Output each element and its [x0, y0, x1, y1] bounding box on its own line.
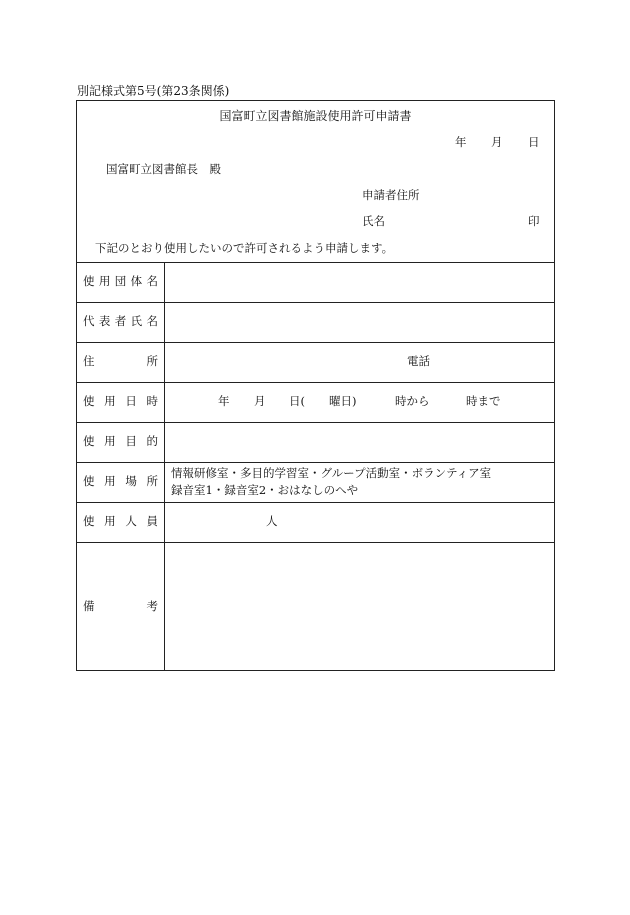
label-representative-name: 代 表 者 氏 名	[83, 314, 158, 328]
label-usage-datetime: 使 用 日 時	[83, 394, 158, 408]
datetime-year: 年	[218, 394, 230, 408]
label-usage-place: 使 用 場 所	[83, 474, 158, 488]
datetime-until: 時まで	[466, 394, 501, 408]
phone-label: 電話	[407, 354, 430, 368]
form-number: 別記様式第5号(第23条関係)	[77, 84, 230, 98]
label-remarks: 備 考	[83, 599, 158, 613]
date-month-label: 月	[491, 135, 503, 149]
date-year-label: 年	[455, 135, 467, 149]
row-divider	[77, 542, 554, 543]
place-options-line2: 録音室1・録音室2・おはなしのへや	[171, 483, 359, 497]
row-divider	[77, 462, 554, 463]
addressee: 国富町立図書館長 殿	[106, 162, 221, 176]
applicant-address-label: 申請者住所	[362, 188, 420, 202]
datetime-from: 時から	[395, 394, 430, 408]
datetime-month: 月	[254, 394, 266, 408]
application-form	[76, 100, 555, 671]
row-divider	[77, 262, 554, 263]
label-group-name: 使 用 団 体 名	[83, 274, 158, 288]
seal-label: 印	[528, 214, 540, 228]
label-usage-purpose: 使 用 目 的	[83, 434, 158, 448]
row-divider	[77, 382, 554, 383]
datetime-weekday: 曜日)	[329, 394, 357, 408]
datetime-day: 日(	[289, 394, 305, 408]
date-day-label: 日	[528, 135, 540, 149]
label-usage-persons: 使 用 人 員	[83, 514, 158, 528]
row-divider	[77, 502, 554, 503]
persons-unit: 人	[266, 514, 278, 528]
row-divider	[77, 342, 554, 343]
place-options-line1: 情報研修室・多目的学習室・グループ活動室・ボランティア室	[171, 466, 492, 480]
row-divider	[77, 422, 554, 423]
applicant-name-label: 氏名	[362, 214, 385, 228]
label-column-divider	[164, 262, 165, 670]
form-title: 国富町立図書館施設使用許可申請書	[219, 109, 412, 123]
request-statement: 下記のとおり使用したいので許可されるよう申請します。	[95, 241, 394, 255]
row-divider	[77, 302, 554, 303]
label-address: 住 所	[83, 354, 158, 368]
